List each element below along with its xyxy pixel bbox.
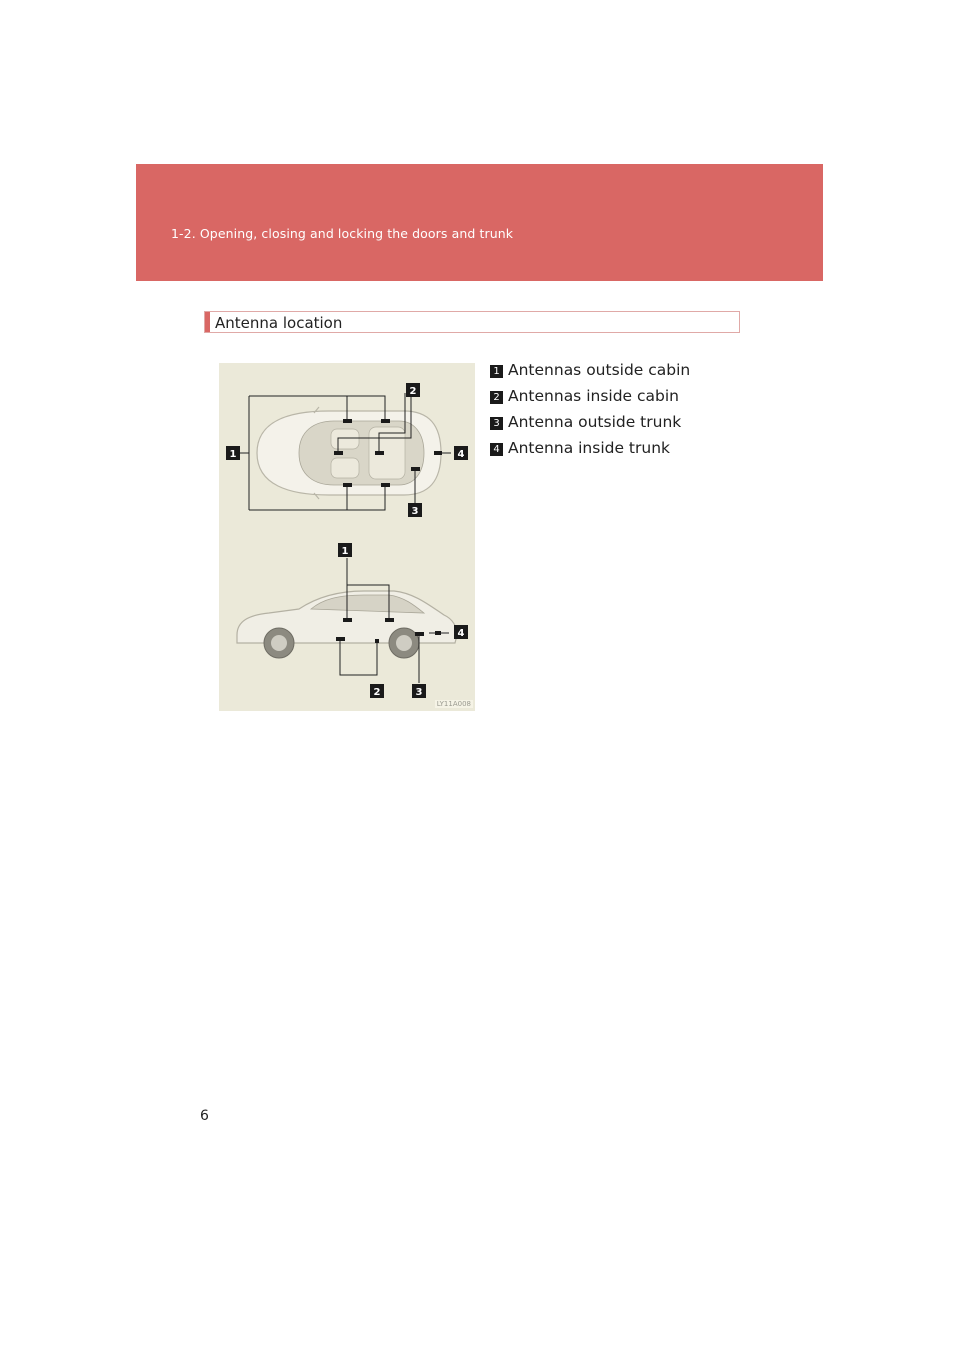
callout-1-top: 1 bbox=[229, 449, 237, 460]
legend-number: 1 bbox=[490, 365, 503, 378]
section-heading-box bbox=[204, 311, 740, 333]
car-diagram bbox=[219, 363, 475, 711]
legend-number: 4 bbox=[490, 443, 503, 456]
legend-label: Antennas outside cabin bbox=[508, 361, 691, 379]
callout-2-side: 2 bbox=[373, 687, 381, 698]
heading-accent-bar bbox=[205, 312, 210, 332]
chapter-section-title: 1-2. Opening, closing and locking the doors and trunk bbox=[171, 226, 514, 241]
legend-number: 3 bbox=[490, 417, 503, 430]
section-heading: Antenna location bbox=[215, 314, 343, 332]
chapter-header-band bbox=[136, 164, 823, 281]
callout-1-side: 1 bbox=[341, 546, 349, 557]
callout-3-top: 3 bbox=[411, 506, 419, 517]
page-number: 6 bbox=[200, 1108, 209, 1124]
figure-code: LY11A008 bbox=[436, 700, 471, 708]
legend-number: 2 bbox=[490, 391, 503, 404]
antenna-location-figure bbox=[219, 363, 475, 711]
legend-label: Antenna outside trunk bbox=[508, 413, 682, 431]
legend-label: Antennas inside cabin bbox=[508, 387, 679, 405]
legend-label: Antenna inside trunk bbox=[508, 439, 671, 457]
callout-3-side: 3 bbox=[415, 687, 423, 698]
callout-4-side: 4 bbox=[457, 628, 465, 639]
callout-2-top: 2 bbox=[409, 386, 417, 397]
callout-4-top: 4 bbox=[457, 449, 465, 460]
